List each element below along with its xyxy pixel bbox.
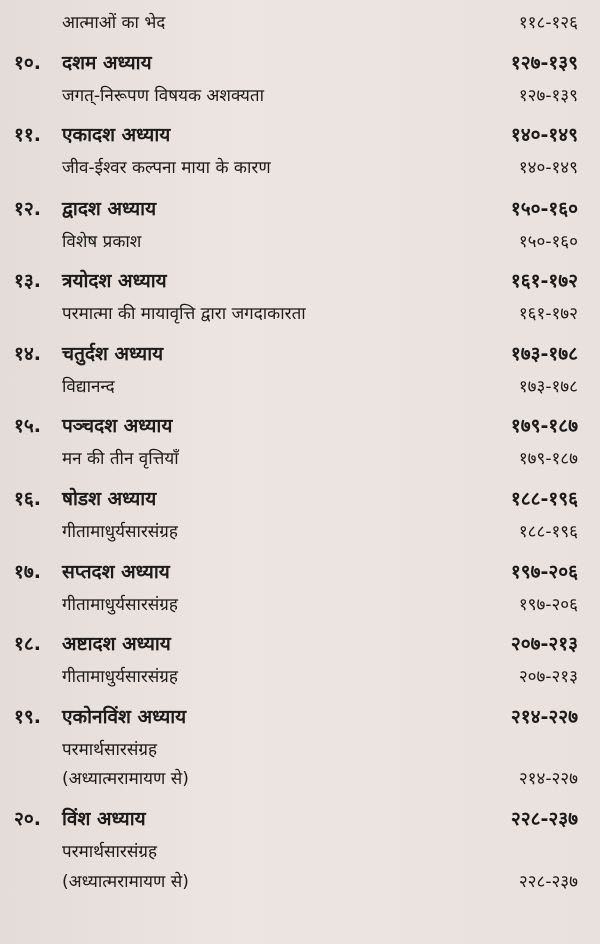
chapter-title: विंश अध्याय bbox=[62, 808, 146, 830]
subtopic-pages: १५०-१६० bbox=[518, 232, 578, 252]
chapter-pages: १७३-१७८ bbox=[510, 343, 578, 365]
subtopic-pages: १९७-२०६ bbox=[518, 595, 578, 615]
subtopic-title: गीतामाधुर्यसारसंग्रह bbox=[62, 522, 178, 542]
chapter-pages: १२७-१३९ bbox=[510, 52, 578, 74]
chapter-subtopic bbox=[0, 516, 600, 548]
chapter-subtopic bbox=[0, 152, 600, 184]
chapter-heading bbox=[0, 193, 600, 225]
chapter-title: दशम अध्याय bbox=[62, 52, 152, 74]
subtopic-pages: २१४-२२७ bbox=[518, 769, 578, 789]
chapter-subtopic bbox=[0, 661, 600, 693]
chapter-pages: १७९-१८७ bbox=[510, 415, 578, 437]
subtopic-pages: १७९-१८७ bbox=[518, 449, 578, 469]
subtopic-pages: २०७-२१३ bbox=[518, 667, 578, 687]
subtopic-title: विद्यानन्द bbox=[62, 377, 115, 397]
chapter-number: १७. bbox=[14, 561, 41, 583]
chapter-pages: १४०-१४९ bbox=[510, 124, 578, 146]
chapter-title: सप्तदश अध्याय bbox=[62, 561, 170, 583]
subtopic-title: जगत्-निरूपण विषयक अशक्यता bbox=[62, 86, 265, 106]
chapter-pages: १५०-१६० bbox=[510, 198, 578, 220]
chapter-heading bbox=[0, 701, 600, 733]
subtopic-title: गीतामाधुर्यसारसंग्रह bbox=[62, 595, 178, 615]
subtopic-title: गीतामाधुर्यसारसंग्रह bbox=[62, 667, 178, 687]
chapter-pages: २१४-२२७ bbox=[510, 706, 578, 728]
subtopic-title: परमार्थसारसंग्रह bbox=[62, 740, 157, 760]
subtopic-title: मन की तीन वृत्तियाँ bbox=[62, 449, 179, 469]
chapter-subtopic bbox=[0, 763, 600, 795]
chapter-title: चतुर्दश अध्याय bbox=[62, 343, 164, 365]
chapter-subtopic bbox=[0, 80, 600, 112]
toc-entry-top bbox=[0, 7, 600, 39]
chapter-number: १२. bbox=[14, 198, 41, 220]
chapter-heading bbox=[0, 483, 600, 515]
subtopic-pages: १४०-१४९ bbox=[518, 158, 578, 178]
subtopic-title: (अध्यात्मरामायण से) bbox=[62, 769, 189, 789]
chapter-number: १०. bbox=[14, 52, 41, 74]
subtopic-title: परमात्मा की मायावृत्ति द्वारा जगदाकारता bbox=[62, 304, 306, 324]
chapter-subtopic bbox=[0, 371, 600, 403]
chapter-heading bbox=[0, 803, 600, 835]
subtopic-title: विशेष प्रकाश bbox=[62, 232, 142, 252]
chapter-subtopic bbox=[0, 589, 600, 621]
chapter-heading bbox=[0, 628, 600, 660]
chapter-subtopic bbox=[0, 836, 600, 868]
subtopic-title: (अध्यात्मरामायण से) bbox=[62, 872, 189, 892]
chapter-title: अष्टादश अध्याय bbox=[62, 633, 171, 655]
chapter-subtopic bbox=[0, 734, 600, 766]
chapter-number: १५. bbox=[14, 415, 41, 437]
chapter-title: षोडश अध्याय bbox=[62, 488, 157, 510]
chapter-pages: १६१-१७२ bbox=[510, 270, 578, 292]
chapter-heading bbox=[0, 47, 600, 79]
chapter-number: १४. bbox=[14, 343, 41, 365]
chapter-number: १६. bbox=[14, 488, 41, 510]
chapter-heading bbox=[0, 265, 600, 297]
chapter-pages: २०७-२१३ bbox=[510, 633, 578, 655]
chapter-title: त्रयोदश अध्याय bbox=[62, 270, 167, 292]
chapter-subtopic bbox=[0, 866, 600, 898]
subtopic-pages: १२७-१३९ bbox=[518, 86, 578, 106]
chapter-title: द्वादश अध्याय bbox=[62, 198, 157, 220]
entry-pages: ११८-१२६ bbox=[518, 13, 578, 33]
subtopic-title: परमार्थसारसंग्रह bbox=[62, 842, 157, 862]
chapter-pages: १९७-२०६ bbox=[510, 561, 578, 583]
chapter-pages: २२८-२३७ bbox=[510, 808, 578, 830]
chapter-number: १८. bbox=[14, 633, 41, 655]
chapter-number: १३. bbox=[14, 270, 41, 292]
chapter-subtopic bbox=[0, 226, 600, 258]
entry-title: आत्माओं का भेद bbox=[62, 13, 166, 33]
chapter-heading bbox=[0, 410, 600, 442]
chapter-subtopic bbox=[0, 443, 600, 475]
chapter-number: २०. bbox=[14, 808, 41, 830]
chapter-title: पञ्चदश अध्याय bbox=[62, 415, 173, 437]
subtopic-pages: १७३-१७८ bbox=[518, 377, 578, 397]
chapter-heading bbox=[0, 556, 600, 588]
chapter-heading bbox=[0, 119, 600, 151]
chapter-number: ११. bbox=[14, 124, 41, 146]
chapter-pages: १८८-१९६ bbox=[510, 488, 578, 510]
chapter-title: एकादश अध्याय bbox=[62, 124, 171, 146]
chapter-heading bbox=[0, 338, 600, 370]
subtopic-pages: १६१-१७२ bbox=[518, 304, 578, 324]
subtopic-pages: २२८-२३७ bbox=[518, 872, 578, 892]
subtopic-title: जीव-ईश्वर कल्पना माया के कारण bbox=[62, 158, 271, 178]
chapter-title: एकोनविंश अध्याय bbox=[62, 706, 187, 728]
chapter-subtopic bbox=[0, 298, 600, 330]
subtopic-pages: १८८-१९६ bbox=[518, 522, 578, 542]
chapter-number: १९. bbox=[14, 706, 41, 728]
